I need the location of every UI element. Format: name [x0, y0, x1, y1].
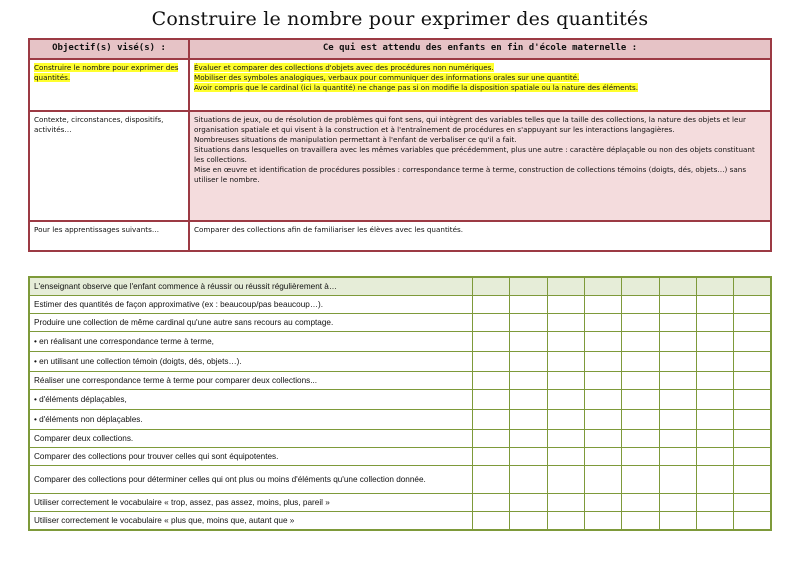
grid-check-cell[interactable] [659, 494, 696, 512]
objective-label-cell [29, 59, 189, 111]
grid-check-cell[interactable] [584, 512, 621, 531]
grid-check-cell[interactable] [473, 296, 510, 314]
grid-row-label: Utiliser correctement le vocabulaire « plus que, moins que, autant que » [29, 512, 473, 531]
grid-check-cell[interactable] [734, 494, 771, 512]
grid-check-cell[interactable] [584, 352, 621, 372]
grid-row [29, 314, 771, 332]
grid-check-cell[interactable] [659, 314, 696, 332]
grid-check-cell[interactable] [584, 466, 621, 494]
grid-check-cell[interactable] [659, 277, 696, 296]
grid-check-cell[interactable] [622, 448, 659, 466]
context-paragraph: Mise en œuvre et identification de procédures possibles : correspondance terme à terme, construction de collections témoins (doigts, dés, objets…) sans utiliser le nombre. [194, 165, 747, 184]
grid-check-cell[interactable] [659, 448, 696, 466]
grid-check-cell[interactable] [510, 390, 547, 410]
grid-check-cell[interactable] [547, 352, 584, 372]
grid-header-row [29, 277, 771, 296]
grid-check-cell[interactable] [510, 448, 547, 466]
grid-check-cell[interactable] [473, 466, 510, 494]
next-text: Comparer des collections afin de familiariser les élèves avec les quantités. [189, 221, 771, 251]
grid-check-cell[interactable] [696, 332, 733, 352]
context-content [189, 111, 771, 221]
grid-check-cell[interactable] [510, 352, 547, 372]
grid-check-cell[interactable] [584, 314, 621, 332]
grid-check-cell[interactable] [510, 410, 547, 430]
grid-row [29, 448, 771, 466]
grid-check-cell[interactable] [584, 277, 621, 296]
context-label: Contexte, circonstances, dispositifs, activités… [29, 111, 189, 221]
grid-row-label: • d'éléments déplaçables, [29, 390, 473, 410]
context-paragraph: Nombreuses situations de manipulation permettant à l'enfant de verbaliser ce qu'il a fait. [194, 135, 517, 144]
context-paragraph: Situations de jeux, ou de résolution de problèmes qui font sens, qui intègrent des variables telles que la taille des collections, la nature des objets et leur organisation spatiale et qui visent à la construction et à l'entraînement de procédures en s'appuyant sur les interactions langagières. [194, 115, 746, 134]
expectation-item: Avoir compris que le cardinal (ici la quantité) ne change pas si on modifie la disposition spatiale ou la nature des éléments. [194, 83, 639, 92]
grid-check-cell[interactable] [547, 332, 584, 352]
header-objectives: Objectif(s) visé(s) : [29, 39, 189, 59]
grid-check-cell[interactable] [584, 430, 621, 448]
grid-check-cell[interactable] [734, 390, 771, 410]
objective-row [29, 59, 771, 111]
grid-check-cell[interactable] [622, 430, 659, 448]
grid-check-cell[interactable] [510, 494, 547, 512]
context-row [29, 111, 771, 221]
expectation-item: Évaluer et comparer des collections d'objets avec des procédures non numériques. [194, 63, 494, 72]
grid-check-cell[interactable] [473, 448, 510, 466]
grid-check-cell[interactable] [510, 512, 547, 531]
grid-check-cell[interactable] [473, 352, 510, 372]
grid-check-cell[interactable] [734, 466, 771, 494]
grid-check-cell[interactable] [622, 494, 659, 512]
grid-check-cell[interactable] [659, 466, 696, 494]
grid-check-cell[interactable] [734, 277, 771, 296]
grid-row [29, 296, 771, 314]
grid-check-cell[interactable] [696, 314, 733, 332]
grid-check-cell[interactable] [696, 430, 733, 448]
grid-check-cell[interactable] [473, 430, 510, 448]
grid-check-cell[interactable] [659, 430, 696, 448]
grid-check-cell[interactable] [510, 296, 547, 314]
grid-check-cell[interactable] [622, 410, 659, 430]
grid-check-cell[interactable] [696, 296, 733, 314]
grid-check-cell[interactable] [584, 448, 621, 466]
grid-check-cell[interactable] [659, 390, 696, 410]
grid-check-cell[interactable] [696, 277, 733, 296]
grid-check-cell[interactable] [584, 494, 621, 512]
grid-row-label: Réaliser une correspondance terme à terme pour comparer deux collections... [29, 372, 473, 390]
grid-row [29, 390, 771, 410]
grid-row [29, 430, 771, 448]
grid-check-cell[interactable] [510, 430, 547, 448]
grid-check-cell[interactable] [547, 390, 584, 410]
grid-check-cell[interactable] [547, 277, 584, 296]
grid-check-cell[interactable] [584, 296, 621, 314]
grid-check-cell[interactable] [734, 314, 771, 332]
grid-check-cell[interactable] [734, 410, 771, 430]
grid-check-cell[interactable] [659, 410, 696, 430]
grid-check-cell[interactable] [696, 512, 733, 531]
grid-row [29, 512, 771, 531]
grid-check-cell[interactable] [622, 512, 659, 531]
grid-check-cell[interactable] [473, 410, 510, 430]
grid-row-label: • en utilisant une collection témoin (doigts, dés, objets…). [29, 352, 473, 372]
grid-check-cell[interactable] [584, 390, 621, 410]
grid-check-cell[interactable] [622, 277, 659, 296]
grid-check-cell[interactable] [473, 390, 510, 410]
next-label: Pour les apprentissages suivants… [29, 221, 189, 251]
grid-check-cell[interactable] [696, 448, 733, 466]
grid-check-cell[interactable] [547, 314, 584, 332]
grid-check-cell[interactable] [473, 314, 510, 332]
objective-expectations-cell [189, 59, 771, 111]
grid-check-cell[interactable] [510, 332, 547, 352]
grid-row-label: Comparer deux collections. [29, 430, 473, 448]
objectives-header-row [29, 39, 771, 59]
grid-check-cell[interactable] [473, 372, 510, 390]
grid-check-cell[interactable] [584, 332, 621, 352]
grid-row-label: • en réalisant une correspondance terme à terme, [29, 332, 473, 352]
grid-row [29, 494, 771, 512]
observation-grid [28, 276, 772, 531]
grid-check-cell[interactable] [584, 372, 621, 390]
grid-check-cell[interactable] [510, 277, 547, 296]
grid-check-cell[interactable] [473, 277, 510, 296]
grid-row [29, 332, 771, 352]
grid-check-cell[interactable] [547, 466, 584, 494]
grid-check-cell[interactable] [547, 372, 584, 390]
grid-header-label: L'enseignant observe que l'enfant commence à réussir ou réussit régulièrement à… [29, 277, 473, 296]
grid-check-cell[interactable] [473, 332, 510, 352]
grid-check-cell[interactable] [584, 410, 621, 430]
grid-check-cell[interactable] [734, 430, 771, 448]
grid-check-cell[interactable] [696, 390, 733, 410]
grid-row-label: • d'éléments non déplaçables. [29, 410, 473, 430]
grid-row [29, 352, 771, 372]
grid-row [29, 466, 771, 494]
objectives-table [28, 38, 772, 252]
grid-check-cell[interactable] [659, 372, 696, 390]
grid-check-cell[interactable] [734, 352, 771, 372]
grid-row [29, 410, 771, 430]
grid-check-cell[interactable] [734, 372, 771, 390]
grid-check-cell[interactable] [696, 372, 733, 390]
grid-check-cell[interactable] [622, 466, 659, 494]
grid-check-cell[interactable] [547, 296, 584, 314]
grid-check-cell[interactable] [659, 296, 696, 314]
grid-check-cell[interactable] [547, 410, 584, 430]
grid-check-cell[interactable] [622, 390, 659, 410]
grid-check-cell[interactable] [734, 332, 771, 352]
context-paragraph: Situations dans lesquelles on travaillera avec les mêmes variables que précédemment, plus une autre : caractère déplaçable ou non des objets constituant les collections. [194, 145, 755, 164]
grid-check-cell[interactable] [734, 296, 771, 314]
grid-check-cell[interactable] [622, 372, 659, 390]
next-row [29, 221, 771, 251]
grid-check-cell[interactable] [510, 372, 547, 390]
grid-check-cell[interactable] [734, 512, 771, 531]
grid-check-cell[interactable] [510, 314, 547, 332]
grid-check-cell[interactable] [547, 512, 584, 531]
grid-check-cell[interactable] [622, 296, 659, 314]
grid-check-cell[interactable] [547, 448, 584, 466]
grid-check-cell[interactable] [659, 512, 696, 531]
header-expectations: Ce qui est attendu des enfants en fin d'école maternelle : [189, 39, 771, 59]
grid-check-cell[interactable] [547, 494, 584, 512]
grid-check-cell[interactable] [547, 430, 584, 448]
grid-check-cell[interactable] [659, 352, 696, 372]
grid-row [29, 372, 771, 390]
grid-check-cell[interactable] [622, 352, 659, 372]
grid-check-cell[interactable] [622, 332, 659, 352]
grid-check-cell[interactable] [510, 466, 547, 494]
grid-row-label: Estimer des quantités de façon approximative (ex : beaucoup/pas beaucoup…). [29, 296, 473, 314]
grid-row-label: Utiliser correctement le vocabulaire « trop, assez, pas assez, moins, plus, pareil » [29, 494, 473, 512]
grid-row-label: Produire une collection de même cardinal qu'une autre sans recours au comptage. [29, 314, 473, 332]
grid-check-cell[interactable] [659, 332, 696, 352]
grid-check-cell[interactable] [696, 494, 733, 512]
grid-check-cell[interactable] [734, 448, 771, 466]
grid-check-cell[interactable] [696, 466, 733, 494]
page-title: Construire le nombre pour exprimer des quantités [151, 8, 649, 30]
grid-row-label: Comparer des collections pour déterminer celles qui ont plus ou moins d'éléments qu'une collection donnée. [29, 466, 473, 494]
expectation-item: Mobiliser des symboles analogiques, verbaux pour communiquer des informations orales sur une quantité. [194, 73, 580, 82]
grid-row-label: Comparer des collections pour trouver celles qui sont équipotentes. [29, 448, 473, 466]
grid-check-cell[interactable] [473, 494, 510, 512]
grid-check-cell[interactable] [696, 352, 733, 372]
grid-check-cell[interactable] [622, 314, 659, 332]
grid-check-cell[interactable] [473, 512, 510, 531]
objective-label: Construire le nombre pour exprimer des quantités. [34, 63, 179, 82]
grid-check-cell[interactable] [696, 410, 733, 430]
